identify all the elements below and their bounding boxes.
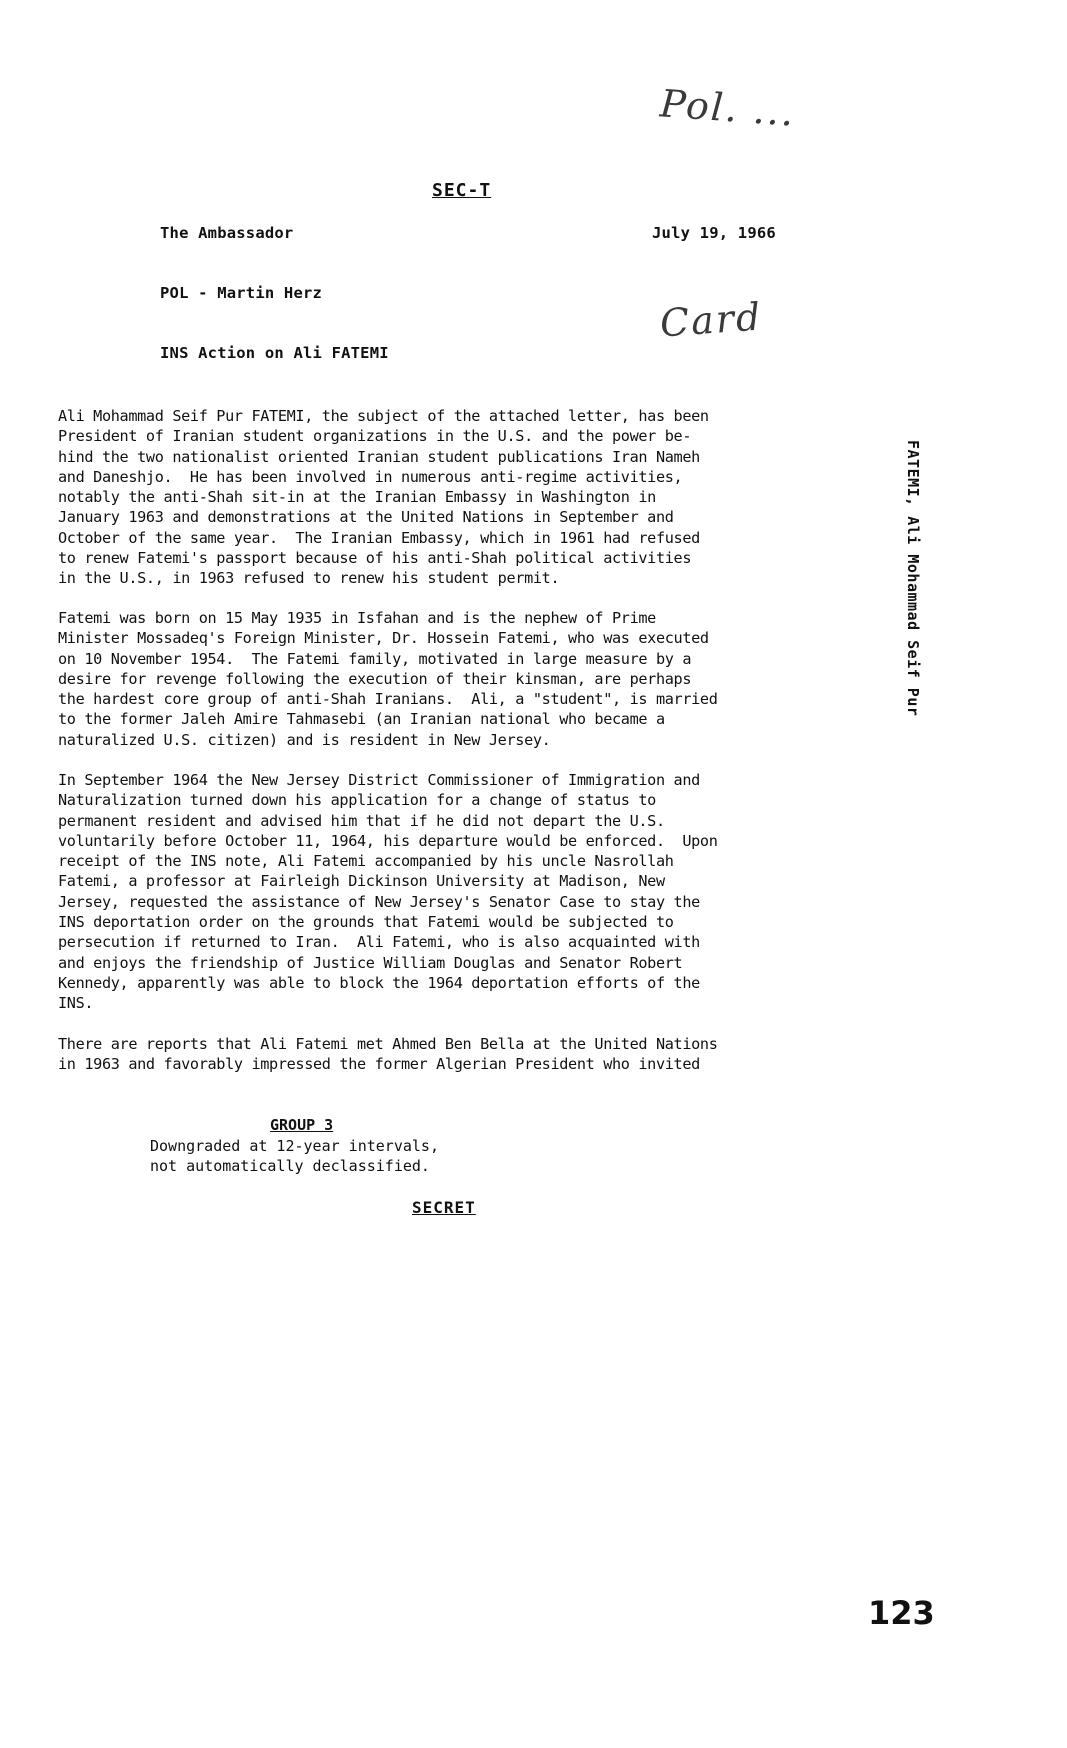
mid-handwritten-annotation: Card [658, 294, 764, 346]
body-paragraph-3: In September 1964 the New Jersey District Commissioner of Immigration and Naturalization turned down his application for a change of status to permanent resident and advised him that if he did not depart the U.S. voluntarily before October 11, 1964, his departure would be enforced. Upon receipt of the INS note, Ali Fatemi accompanied by his uncle Nasrollah Fatemi, a professor at Fairleigh Dickinson University at Madison, New Jersey, requested the assistance of New Jersey's Senator Case to stay the INS deportation order on the grounds that Fatemi would be subjected to persecution if returned to Iran. Ali Fatemi, who is also acquainted with and enjoys the friendship of Justice William Douglas and Senator Robert Kennedy, apparently was able to block the 1964 deportation efforts of the INS. [58, 771, 718, 1013]
classification-top: SEC-T [432, 180, 492, 201]
top-handwritten-annotation: Pol. ... [658, 81, 797, 135]
memo-from: POL - Martin Herz [160, 284, 323, 302]
body-paragraph-4: There are reports that Ali Fatemi met Ahmed Ben Bella at the United Nations in 1963 and favorably impressed the former Algerian President who invited [58, 1035, 718, 1074]
body-paragraph-1: Ali Mohammad Seif Pur FATEMI, the subject of the attached letter, has been President of Iranian student organizations in the U.S. and the power be- hind the two nationalist oriented Iranian student publications Iran Nameh and Daneshjo. He has been involved in numerous anti-regime activities, notably the anti-Shah sit-in at the Iranian Embassy in Washington in January 1963 and demonstrations at the United Nations in September and October of the same year. The Iranian Embassy, which in 1961 had refused to renew Fatemi's passport because of his anti-Shah political activities in the U.S., in 1963 refused to renew his student permit. [58, 407, 709, 588]
group-marking-title: GROUP 3 [270, 1116, 334, 1134]
sidebar-vertical-label: FATEMI, Ali Mohammad Seif Pur [904, 440, 922, 717]
body-paragraph-2: Fatemi was born on 15 May 1935 in Isfahan and is the nephew of Prime Minister Mossadeq's Foreign Minister, Dr. Hossein Fatemi, who was executed on 10 November 1954. The Fatemi family, motivated in large measure by a desire for revenge following the execution of their kinsman, are perhaps the hardest core group of anti-Shah Iranians. Ali, a "student", is married to the former Jaleh Amire Tahmasebi (an Iranian national who became a naturalized U.S. citizen) and is resident in New Jersey. [58, 609, 718, 749]
memo-date: July 19, 1966 [652, 224, 776, 242]
memo-subject: INS Action on Ali FATEMI [160, 344, 389, 362]
page-number: 123 [868, 1594, 935, 1632]
memo-to: The Ambassador [160, 224, 294, 242]
group-marking-text: Downgraded at 12-year intervals, not automatically declassified. [150, 1137, 439, 1175]
classification-bottom: SECRET [412, 1198, 476, 1217]
